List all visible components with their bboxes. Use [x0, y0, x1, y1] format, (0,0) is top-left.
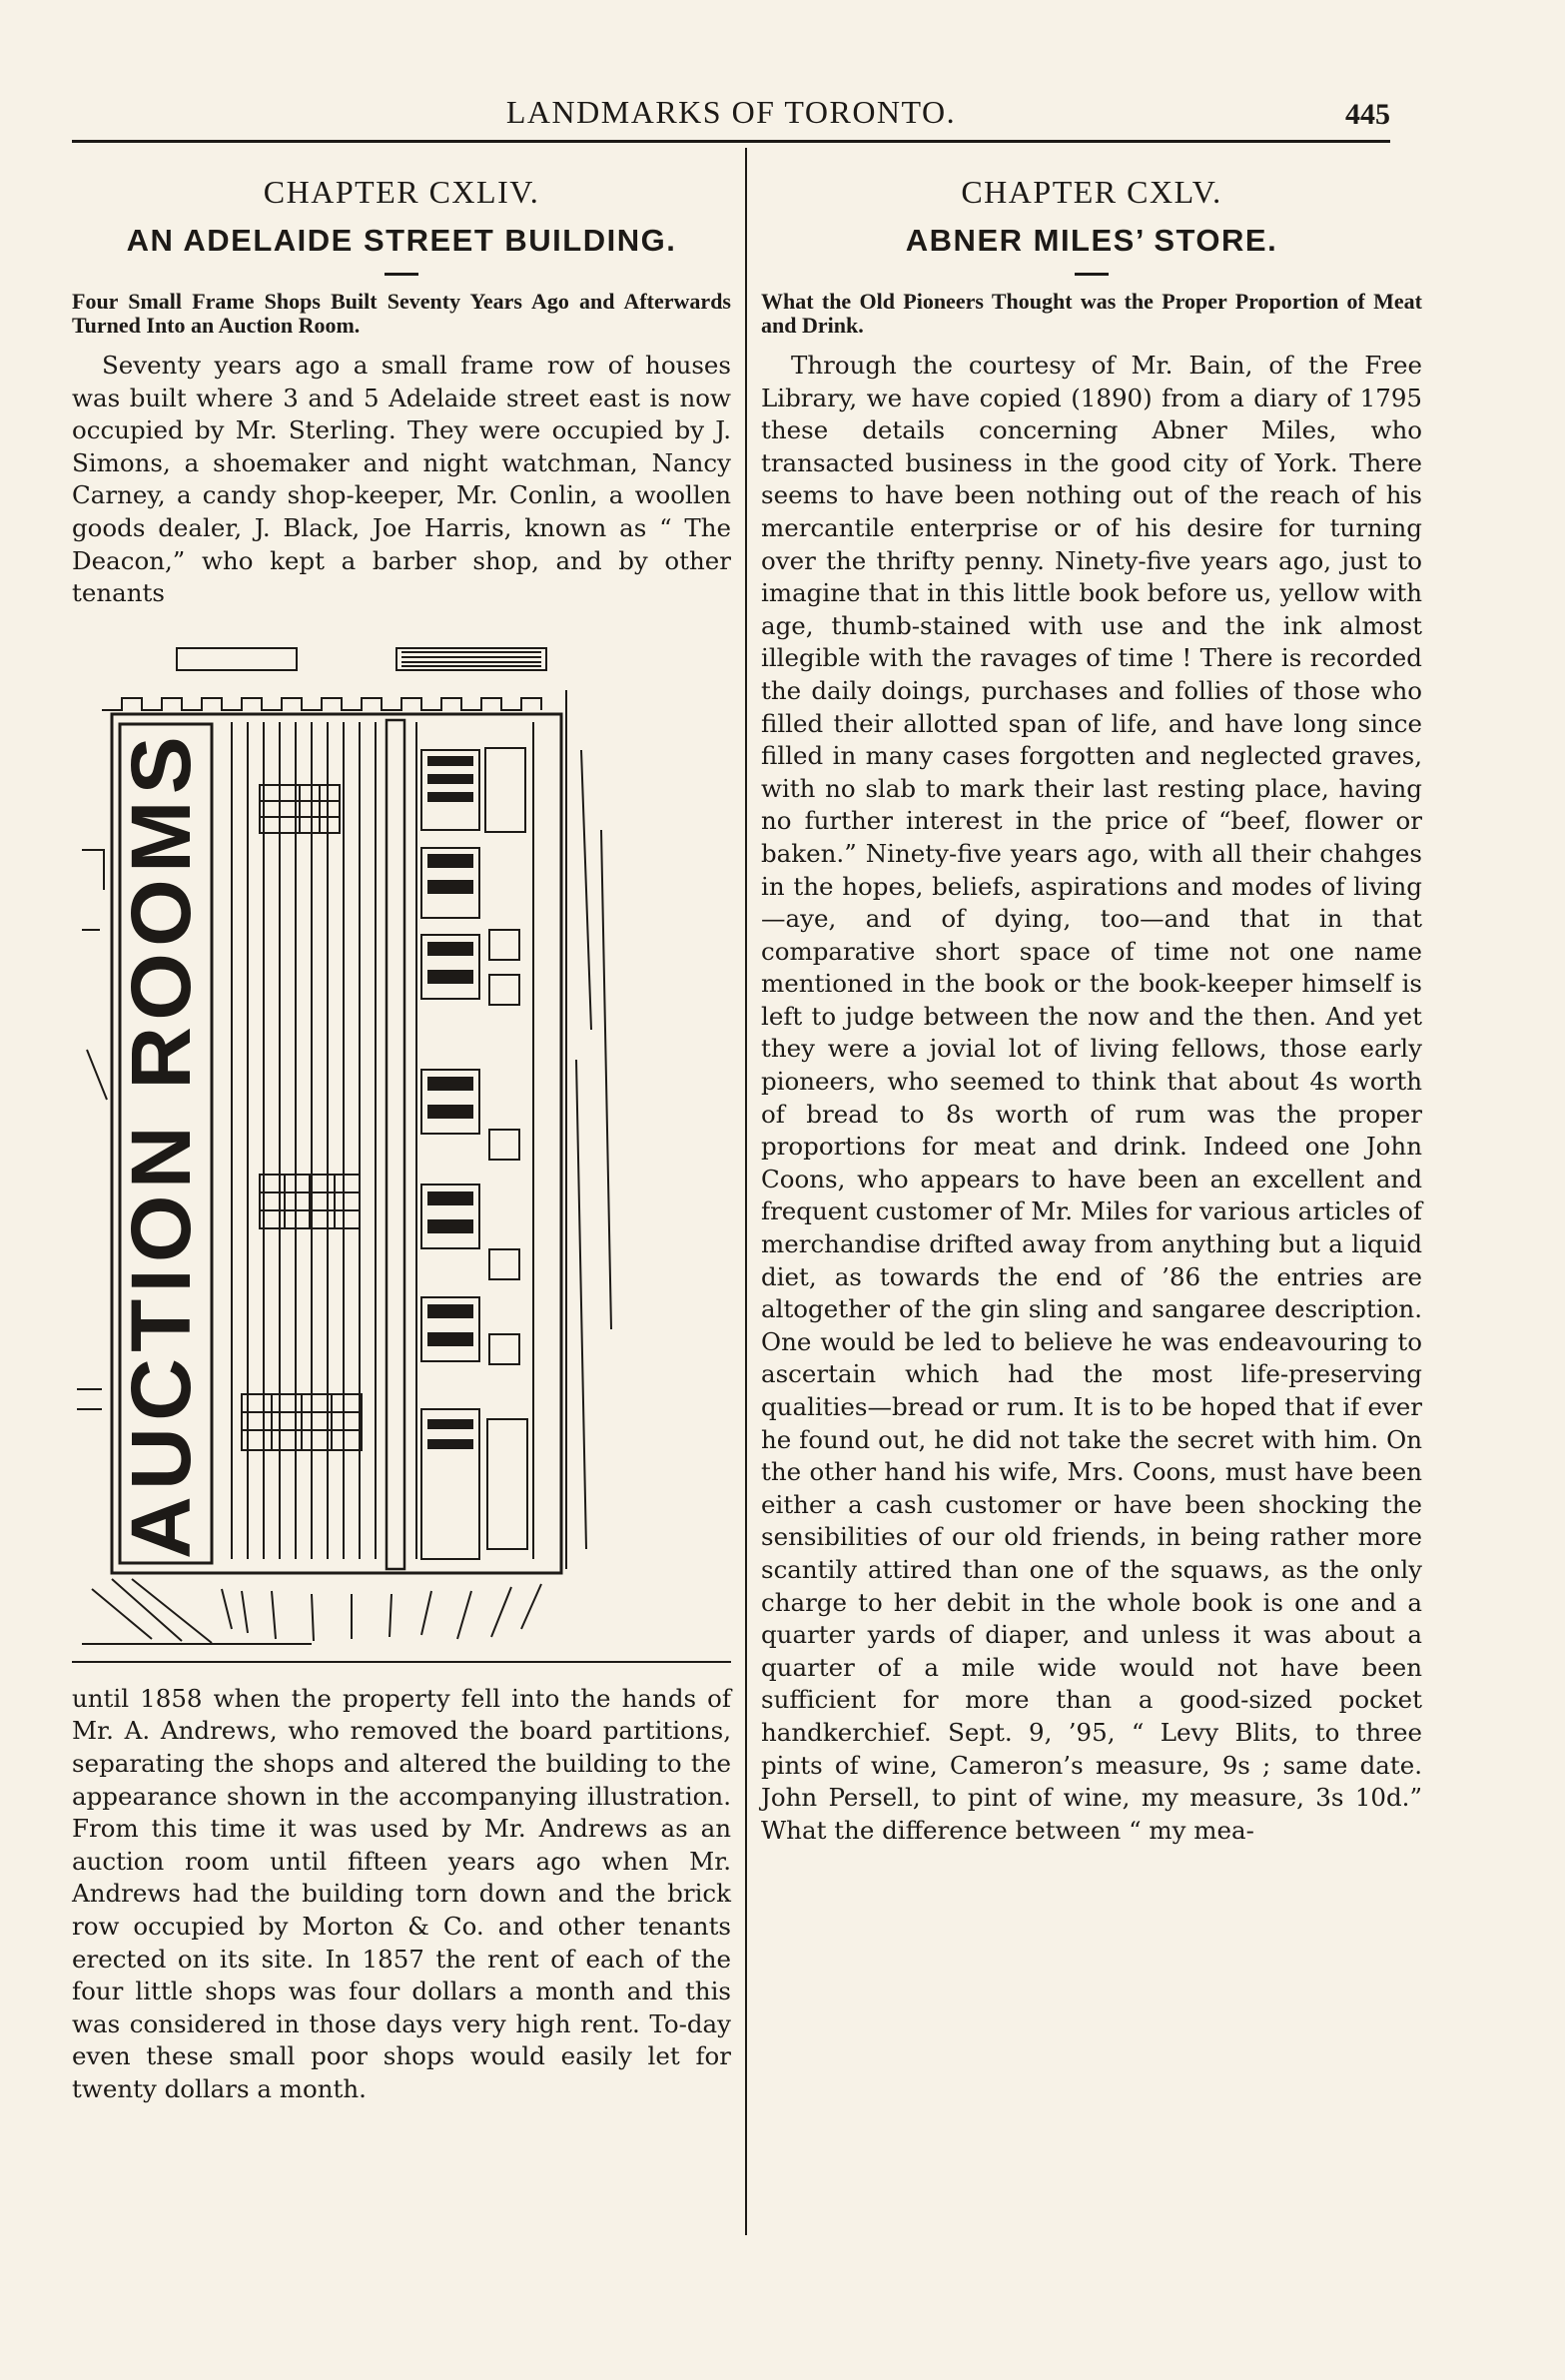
auction-rooms-illustration [72, 630, 731, 1663]
auction-rooms-sign: AUCTION ROOMS [114, 758, 208, 1559]
paragraph-continued: until 1858 when the property fell into the hands of Mr. A. Andrews, who removed the board partitions, separating the shops and altered the building to the appearance shown in the accompanying illustration. From this time it was used by Mr. Andrews as an auction room until fifteen years ago when Mr. Andrews had the building torn down and the brick row occupied by Morton & Co. and other tenants erected on its site. In 1857 the rent of each of the four little shops was four dollars a month and this was considered in those days very high rent. To-day even these small poor shops would easily let for twenty dollars a month. [72, 1683, 731, 2103]
title-rule [1075, 273, 1109, 276]
chapter-label-cxliv: CHAPTER CXLIV. [263, 174, 540, 210]
chapter-subhead: What the Old Pioneers Thought was the Proper Proportion of Meat and Drink. [761, 289, 1422, 338]
figure-rule [72, 1661, 731, 1663]
running-header [72, 88, 1390, 140]
paragraph-intro: Seventy years ago a small frame row of houses was built where 3 and 5 Adelaide street east is now occupied by Mr. Sterling. They were occupied by J. Simons, a shoemaker and night watchman, Nancy Carney, a candy shop-keeper, Mr. Conlin, a woollen goods dealer, J. Black, Joe Harris, known as “ The Deacon,” who kept a barber shop, and by other tenants [72, 351, 731, 608]
left-column [72, 170, 731, 2105]
page-number: 445 [1345, 98, 1390, 131]
paragraph-diary: Through the courtesy of Mr. Bain, of the Free Library, we have copied (1890) from a diary of 1795 these details concerning Abner Miles, who transacted business in the good city of York. There seems to have been nothing out of the reach of his mercantile enterprise or of his desire for turning over the thrifty penny. Ninety-five years ago, just to imagine that in this little book before us, yellow with age, thumb-stained with use and the ink almost illegible with the ravages of time ! There is recorded the daily doings, purchases and follies of those who filled their allotted span of life, and have long since filled in many cases forgotten and neglected graves, with no slab to mark their last resting place, having no further interest in the price of “beef, flower or baken.” Ninety-five years ago, with all their chahges in the hopes, beliefs, aspirations and modes of living—aye, and of dying, too—and that in that comparative short space of time not one name mentioned in the book or the book-keeper himself is left to judge between the now and the then. And yet they were a jovial lot of living fellows, those early pioneers, who seemed to think that about 4s worth of bread to 8s worth of rum was the proper proportions for meat and drink. Indeed one John Coons, who appears to have been an excellent and frequent customer of Mr. Miles for various articles of merchandise drifted away from anything but a liquid diet, as towards the end of ’86 the entries are altogether of the gin sling and sangaree description. One would be led to believe he was endeavouring to ascertain which had the most life-preserving qualities—bread or rum. It is to be hoped that if ever he found out, he did not take the secret with him. On the other hand his wife, Mrs. Coons, must have been either a cash customer or have been shocking the sensibilities of our old friends, in being rather more scantily attired than one of the squaws, as the only charge to her debit in the whole book is one and a quarter yards of diaper, and unless it was about a quarter of a mile wide would not have been sufficient for more than a good-sized pocket handkerchief. Sept. 9, ’95, “ Levy Blits, to three pints of wine, Cameron’s measure, 9s ; same date. John Persell, to pint of wine, my measure, 3s 10d.” What the difference between “ my mea- [761, 351, 1422, 1845]
running-title: LANDMARKS OF TORONTO. [505, 94, 957, 130]
chapter-label-cxlv: CHAPTER CXLV. [961, 174, 1222, 210]
right-column [761, 170, 1422, 1847]
chapter-title-adelaide: AN ADELAIDE STREET BUILDING. [126, 223, 677, 258]
building-drawing [72, 630, 731, 1649]
chapter-title-abner-miles: ABNER MILES’ STORE. [905, 223, 1278, 258]
column-divider [745, 148, 747, 2235]
title-rule [385, 273, 418, 276]
header-rule [72, 140, 1390, 143]
chapter-subhead: Four Small Frame Shops Built Seventy Years Ago and Afterwards Turned Into an Auction Room. [72, 289, 731, 338]
